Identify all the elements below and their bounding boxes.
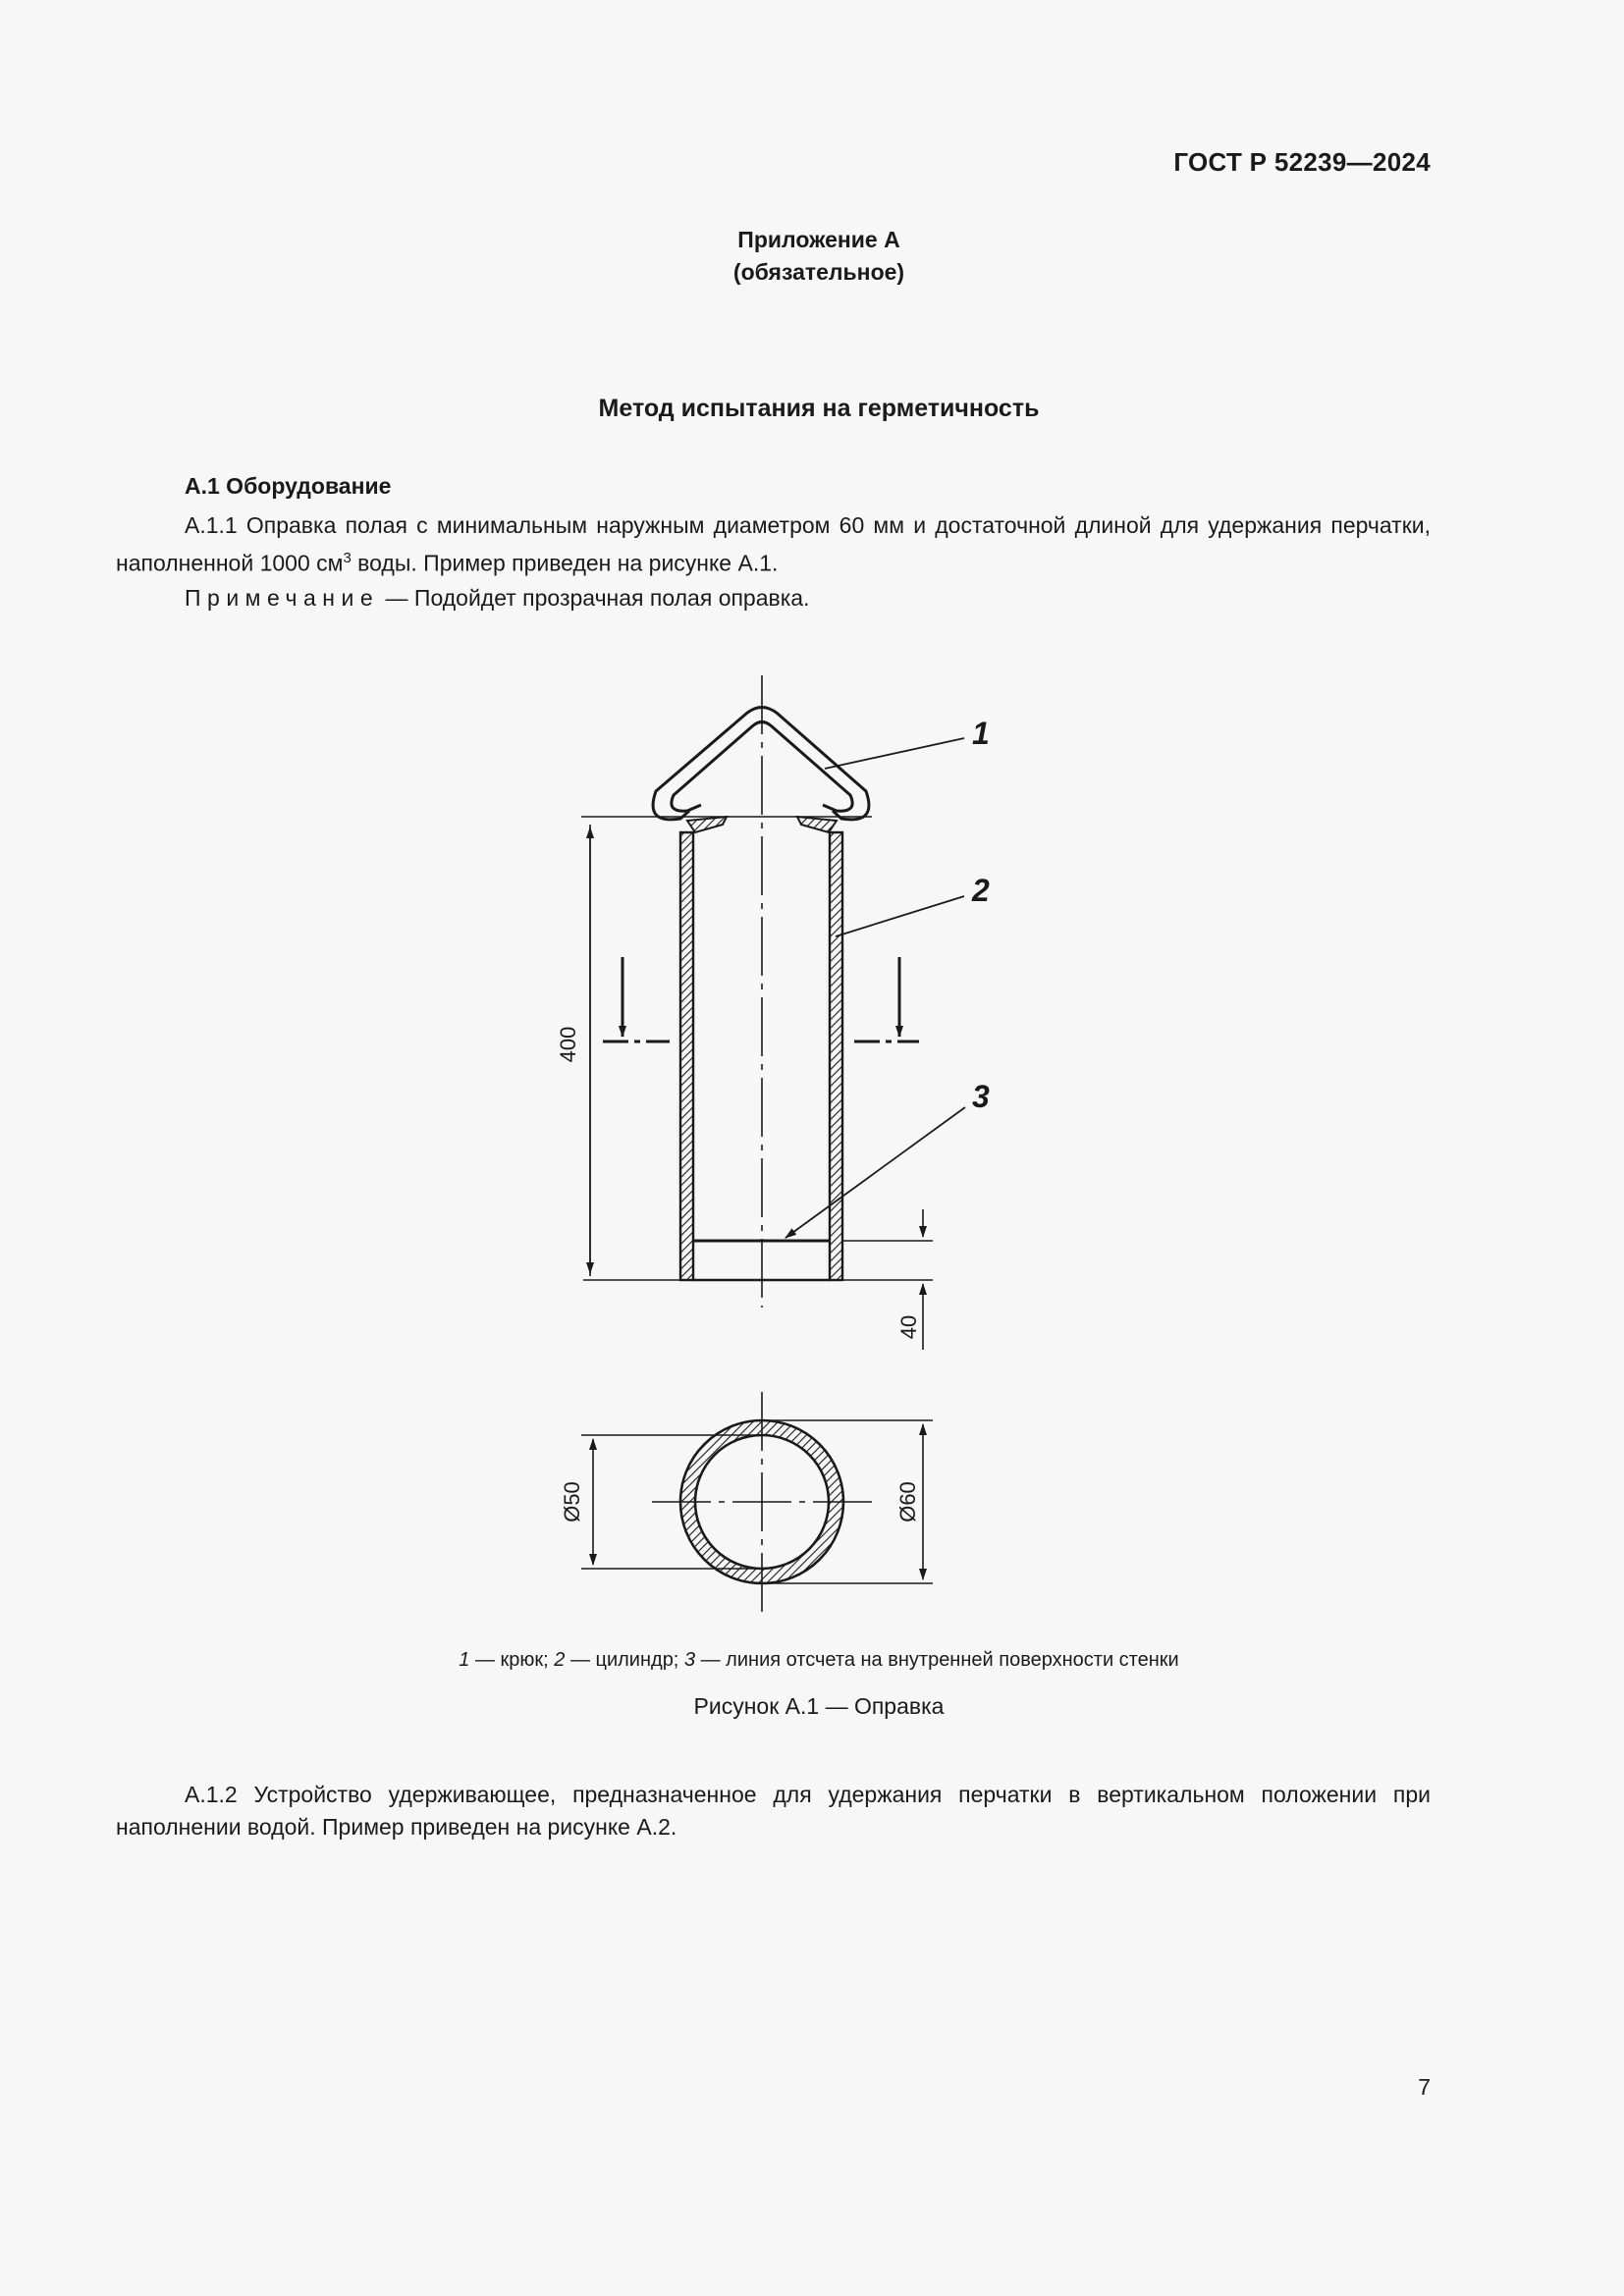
superscript: 3 [343, 550, 352, 566]
page-number: 7 [1418, 2074, 1431, 2100]
section-title: Метод испытания на герметичность [598, 395, 1040, 422]
cylinder-wall-right [830, 832, 842, 1280]
appendix-status: (обязательное) [732, 259, 905, 285]
dimension-length [583, 825, 680, 1280]
dimension-outer-diameter-label: Ø60 [895, 1481, 920, 1522]
legend-text-3: — линия отсчета на внутренней поверхности стенки [695, 1649, 1179, 1671]
subsection-title: А.1 Оборудование [185, 473, 392, 499]
note-label: Примечание [185, 585, 380, 611]
cylinder-wall-left [680, 832, 693, 1280]
paragraph-a12: А.1.2 Устройство удерживающее, предназначенное для удержания перчатки в вертикальном положении при наполнении водой. Пример приведен на рисунке А.2. [116, 1782, 1431, 1840]
legend-num-2: 2 [554, 1649, 566, 1671]
dimension-length-label: 400 [556, 1026, 580, 1063]
legend-num-1: 1 [459, 1649, 470, 1671]
legend-num-3: 3 [683, 1649, 696, 1671]
standard-code: ГОСТ Р 52239—2024 [1173, 147, 1431, 177]
section-cut-left [603, 957, 670, 1041]
callout-2: 2 [972, 873, 990, 908]
dimension-inner-diameter-label: Ø50 [560, 1481, 584, 1522]
dimension-offset-label: 40 [896, 1314, 921, 1340]
paragraph-a11-text-end: воды. Пример приведен на рисунке А.1. [351, 550, 779, 576]
appendix-title: Приложение А [737, 227, 900, 252]
cross-section [652, 1392, 872, 1616]
section-cut-right [854, 957, 919, 1041]
paragraph-a11-text: А.1.1 Оправка полая с минимальным наружным диаметром 60 мм и достаточной длиной для удержания перчатки, наполненной 1000 см [116, 512, 1431, 576]
hook [653, 708, 869, 820]
callout-1: 1 [972, 716, 990, 751]
figure-legend [0, 1649, 1624, 1672]
figure-caption: Рисунок А.1 — Оправка [693, 1693, 945, 1719]
legend-text-2: — цилиндр; [565, 1649, 684, 1671]
legend-text-1: — крюк; [469, 1649, 555, 1671]
callout-leaders [785, 738, 965, 1238]
note-text: — Подойдет прозрачная полая оправка. [379, 585, 810, 611]
callout-3: 3 [972, 1079, 990, 1114]
